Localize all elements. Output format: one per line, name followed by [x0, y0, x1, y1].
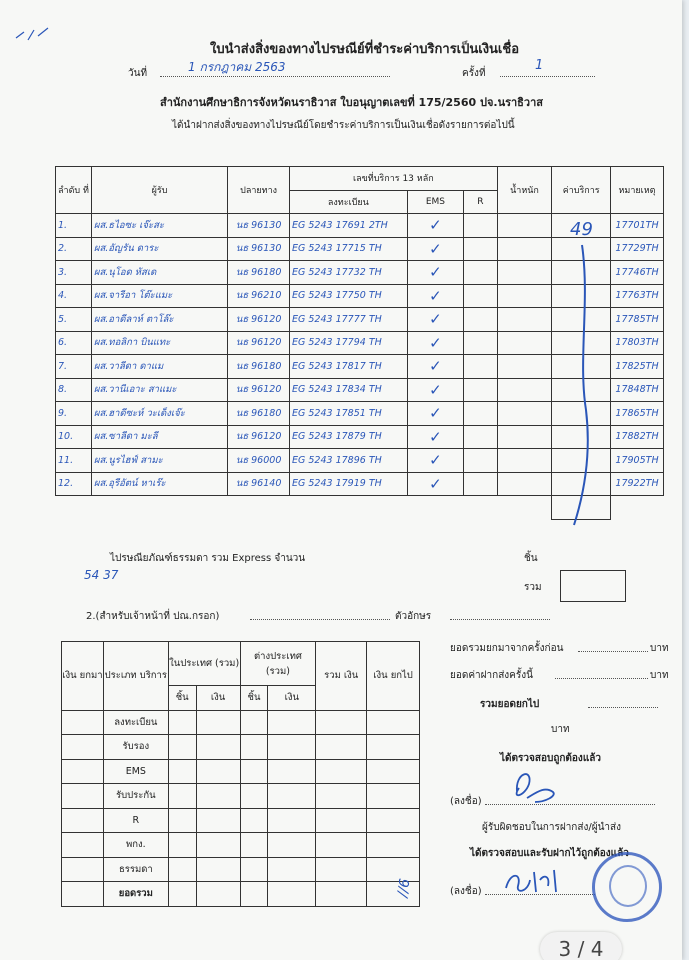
summary-cell — [168, 759, 196, 784]
row-note: 17825TH — [611, 355, 664, 379]
row-r — [464, 425, 498, 449]
summary-cell — [268, 735, 316, 760]
page-indicator: 3 / 4 — [540, 932, 622, 960]
row-note: 17865TH — [611, 402, 664, 426]
row-ems-check: ✓ — [407, 402, 463, 426]
row-r — [464, 378, 498, 402]
header-fee: ค่าบริการ — [552, 167, 611, 214]
summary-table — [61, 641, 420, 907]
summary-cell — [62, 759, 104, 784]
row-note: 17882TH — [611, 425, 664, 449]
summary-cell — [168, 808, 196, 833]
round-value: 1 — [535, 58, 544, 73]
header-service-no: เลขที่บริการ 13 หลัก — [290, 167, 498, 191]
summary-cell — [240, 857, 268, 882]
row-destination: นธ 96130 — [228, 237, 290, 261]
summary-row — [62, 808, 420, 833]
summary-cell — [196, 784, 240, 809]
carried-in-label: ยอดรวมยกมาจากครั้งก่อน — [450, 643, 564, 654]
officer-letters: ตัวอักษร — [395, 611, 432, 622]
summary-scribble: //6 — [394, 877, 414, 899]
row-note: 17785TH — [611, 308, 664, 332]
summary-cell — [168, 784, 196, 809]
row-note: 17729TH — [611, 237, 664, 261]
row-service-code: EG 5243 17732 TH — [290, 261, 408, 285]
row-weight — [497, 472, 552, 496]
fee-total-handwritten: 49 — [570, 219, 593, 240]
header-registered: ลงทะเบียน — [290, 190, 408, 214]
row-recipient: ผส.จารีอา โต๊ะแมะ — [91, 284, 227, 308]
row-no: 9. — [56, 402, 92, 426]
baht-2: บาท — [650, 670, 669, 681]
row-destination: นธ 96120 — [228, 331, 290, 355]
summary-cell — [268, 759, 316, 784]
row-r — [464, 284, 498, 308]
summary-service-label: รับรอง — [103, 735, 168, 760]
row-recipient: ผส.อุรีอัตน์ หาเร๊ะ — [91, 472, 227, 496]
summary-cell — [268, 857, 316, 882]
row-no: 11. — [56, 449, 92, 473]
summary-cell — [240, 759, 268, 784]
summary-cell — [168, 882, 196, 907]
row-no: 7. — [56, 355, 92, 379]
row-r — [464, 472, 498, 496]
row-ems-check: ✓ — [407, 284, 463, 308]
sum-h-money-1: เงิน — [196, 686, 240, 711]
row-weight — [497, 402, 552, 426]
row-ems-check: ✓ — [407, 308, 463, 332]
summary-cell — [62, 710, 104, 735]
summary-row — [62, 735, 420, 760]
sum-h-pieces-2: ชิ้น — [240, 686, 268, 711]
signed-label-2: (ลงชื่อ) — [450, 886, 482, 897]
fee-brace-mark — [560, 240, 600, 530]
row-destination: นธ 96120 — [228, 378, 290, 402]
summary-cell — [367, 808, 420, 833]
row-note: 17922TH — [611, 472, 664, 496]
row-destination: นธ 96120 — [228, 425, 290, 449]
row-destination: นธ 96180 — [228, 402, 290, 426]
round-label: ครั้งที่ — [462, 68, 486, 79]
summary-row — [62, 710, 420, 735]
summary-cell — [268, 710, 316, 735]
row-recipient: ผส.วาลีดา ดาแม — [91, 355, 227, 379]
row-r — [464, 355, 498, 379]
summary-cell — [62, 808, 104, 833]
summary-cell — [316, 735, 367, 760]
header-destination: ปลายทาง — [228, 167, 290, 214]
sum-h-pieces-1: ชิ้น — [168, 686, 196, 711]
row-ems-check: ✓ — [407, 261, 463, 285]
date-value: 1 กรกฎาคม 2563 — [188, 60, 286, 74]
row-no: 8. — [56, 378, 92, 402]
summary-cell — [240, 710, 268, 735]
summary-cell — [240, 735, 268, 760]
summary-service-label: ยอดรวม — [103, 882, 168, 907]
row-recipient: ผส.ทอลิกา บินแทะ — [91, 331, 227, 355]
sum-h-domestic: ในประเทศ (รวม) — [168, 642, 240, 686]
summary-cell — [316, 857, 367, 882]
row-destination: นธ 96210 — [228, 284, 290, 308]
row-recipient: ผส.อัญรัน ดาระ — [91, 237, 227, 261]
baht-3: บาท — [551, 724, 570, 735]
carried-out-label: รวมยอดยกไป — [480, 699, 540, 710]
summary-cell — [62, 833, 104, 858]
row-ems-check: ✓ — [407, 449, 463, 473]
row-recipient: ผส.นูรไฮฟ์ สามะ — [91, 449, 227, 473]
summary-cell — [240, 808, 268, 833]
header-note: หมายเหตุ — [611, 167, 664, 214]
summary-cell — [240, 882, 268, 907]
summary-service-label: EMS — [103, 759, 168, 784]
row-weight — [497, 214, 552, 238]
row-recipient: ผส.ฮาดีซะห์ วะเด็งเจ๊ะ — [91, 402, 227, 426]
header-weight: น้ำหนัก — [497, 167, 552, 214]
header-r: R — [464, 190, 498, 214]
summary-cell — [268, 882, 316, 907]
ordinary-line: ไปรษณียภัณฑ์ธรรมดา รวม Express จำนวน — [110, 553, 306, 564]
row-recipient: ผส.นุโอด หัสเด — [91, 261, 227, 285]
intro-line: ได้นำฝากส่งสิ่งของทางไปรษณีย์โดยชำระค่าบริการเป็นเงินเชื่อดังรายการต่อไปนี้ — [172, 120, 515, 131]
summary-row — [62, 759, 420, 784]
row-destination: นธ 96180 — [228, 355, 290, 379]
responsible-label: ผู้รับผิดชอบในการฝากส่ง/ผู้นำส่ง — [482, 822, 622, 833]
row-weight — [497, 284, 552, 308]
signed-label-1: (ลงชื่อ) — [450, 796, 482, 807]
summary-cell — [268, 808, 316, 833]
summary-cell — [168, 857, 196, 882]
sum-h-money-in: เงิน ยกมา — [62, 642, 104, 711]
summary-cell — [62, 882, 104, 907]
row-service-code: EG 5243 17919 TH — [290, 472, 408, 496]
summary-row — [62, 784, 420, 809]
total-label: รวม — [524, 582, 542, 593]
handwritten-count: 54 37 — [84, 568, 119, 582]
row-service-code: EG 5243 17851 TH — [290, 402, 408, 426]
row-recipient: ผส.อาดีลาห์ ตาโล๊ะ — [91, 308, 227, 332]
summary-service-label: ธรรมดา — [103, 857, 168, 882]
row-destination: นธ 96130 — [228, 214, 290, 238]
row-weight — [497, 425, 552, 449]
total-box — [560, 570, 626, 602]
summary-cell — [367, 735, 420, 760]
row-ems-check: ✓ — [407, 472, 463, 496]
sum-h-service-type: ประเภท บริการ — [103, 642, 168, 711]
row-r — [464, 331, 498, 355]
row-note: 17701TH — [611, 214, 664, 238]
row-weight — [497, 237, 552, 261]
summary-cell — [240, 833, 268, 858]
checked-correct-label: ได้ตรวจสอบถูกต้องแล้ว — [500, 753, 602, 764]
summary-cell — [367, 759, 420, 784]
row-no: 3. — [56, 261, 92, 285]
row-service-code: EG 5243 17834 TH — [290, 378, 408, 402]
sum-h-sum-money: รวม เงิน — [316, 642, 367, 711]
summary-cell — [316, 784, 367, 809]
row-service-code: EG 5243 17879 TH — [290, 425, 408, 449]
summary-cell — [168, 735, 196, 760]
row-service-code: EG 5243 17715 TH — [290, 237, 408, 261]
row-r — [464, 402, 498, 426]
signature-2 — [500, 858, 570, 903]
summary-cell — [196, 710, 240, 735]
row-ems-check: ✓ — [407, 237, 463, 261]
summary-cell — [367, 784, 420, 809]
row-destination: นธ 96140 — [228, 472, 290, 496]
row-weight — [497, 378, 552, 402]
row-destination: นธ 96180 — [228, 261, 290, 285]
summary-service-label: ลงทะเบียน — [103, 710, 168, 735]
row-r — [464, 237, 498, 261]
row-r — [464, 214, 498, 238]
row-destination: นธ 96120 — [228, 308, 290, 332]
row-ems-check: ✓ — [407, 331, 463, 355]
summary-cell — [316, 710, 367, 735]
summary-cell — [62, 735, 104, 760]
row-weight — [497, 261, 552, 285]
pieces-label: ชิ้น — [524, 553, 538, 564]
office-line: สำนักงานศึกษาธิการจังหวัดนราธิวาส ใบอนุญาตเลขที่ 175/2560 ปจ.นราธิวาส — [160, 96, 543, 109]
row-weight — [497, 308, 552, 332]
row-no: 5. — [56, 308, 92, 332]
summary-service-label: รับประกัน — [103, 784, 168, 809]
post-office-stamp — [592, 852, 662, 922]
summary-row — [62, 833, 420, 858]
summary-cell — [367, 857, 420, 882]
row-no: 10. — [56, 425, 92, 449]
row-recipient: ผส.ซาลีดา มะลี — [91, 425, 227, 449]
pen-marks — [14, 20, 54, 50]
row-note: 17905TH — [611, 449, 664, 473]
row-recipient: ผส.วานีเอาะ สาแมะ — [91, 378, 227, 402]
row-weight — [497, 449, 552, 473]
summary-cell — [196, 857, 240, 882]
row-service-code: EG 5243 17896 TH — [290, 449, 408, 473]
row-ems-check: ✓ — [407, 378, 463, 402]
row-note: 17763TH — [611, 284, 664, 308]
row-service-code: EG 5243 17750 TH — [290, 284, 408, 308]
row-weight — [497, 331, 552, 355]
summary-row — [62, 857, 420, 882]
sum-h-money-out: เงิน ยกไป — [367, 642, 420, 711]
row-destination: นธ 96000 — [228, 449, 290, 473]
summary-cell — [316, 882, 367, 907]
summary-cell — [268, 784, 316, 809]
this-round-label: ยอดค่าฝากส่งครั้งนี้ — [450, 670, 533, 681]
row-note: 17848TH — [611, 378, 664, 402]
header-no: ลำดับ ที่ — [56, 167, 92, 214]
row-no: 1. — [56, 214, 92, 238]
date-label: วันที่ — [128, 68, 148, 79]
row-r — [464, 308, 498, 332]
summary-cell — [367, 833, 420, 858]
row-no: 12. — [56, 472, 92, 496]
header-recipient: ผู้รับ — [91, 167, 227, 214]
row-service-code: EG 5243 17794 TH — [290, 331, 408, 355]
summary-service-label: พกง. — [103, 833, 168, 858]
summary-cell — [240, 784, 268, 809]
row-recipient: ผส.ธไอซะ เจ๊ะสะ — [91, 214, 227, 238]
baht-1: บาท — [650, 643, 669, 654]
header-ems: EMS — [407, 190, 463, 214]
document-title: ใบนำส่งสิ่งของทางไปรษณีย์ที่ชำระค่าบริการเป็นเงินเชื่อ — [210, 42, 520, 57]
row-service-code: EG 5243 17691 2TH — [290, 214, 408, 238]
summary-cell — [316, 808, 367, 833]
summary-cell — [196, 808, 240, 833]
row-service-code: EG 5243 17817 TH — [290, 355, 408, 379]
summary-cell — [316, 833, 367, 858]
row-ems-check: ✓ — [407, 214, 463, 238]
summary-row — [62, 882, 420, 907]
officer-line: 2.(สำหรับเจ้าหน้าที่ ปณ.กรอก) — [86, 611, 220, 622]
summary-service-label: R — [103, 808, 168, 833]
row-no: 2. — [56, 237, 92, 261]
summary-cell — [196, 882, 240, 907]
row-weight — [497, 355, 552, 379]
row-r — [464, 261, 498, 285]
sum-h-money-2: เงิน — [268, 686, 316, 711]
summary-cell — [62, 784, 104, 809]
row-ems-check: ✓ — [407, 355, 463, 379]
row-note: 17803TH — [611, 331, 664, 355]
summary-cell — [168, 710, 196, 735]
summary-cell — [268, 833, 316, 858]
summary-cell — [316, 759, 367, 784]
row-no: 4. — [56, 284, 92, 308]
checked-received-label: ได้ตรวจสอบและรับฝากไว้ถูกต้องแล้ว — [470, 848, 629, 859]
sum-h-international: ต่างประเทศ (รวม) — [240, 642, 316, 686]
row-ems-check: ✓ — [407, 425, 463, 449]
row-note: 17746TH — [611, 261, 664, 285]
row-no: 6. — [56, 331, 92, 355]
row-service-code: EG 5243 17777 TH — [290, 308, 408, 332]
summary-cell — [367, 710, 420, 735]
summary-cell — [196, 833, 240, 858]
row-r — [464, 449, 498, 473]
summary-cell — [196, 735, 240, 760]
summary-cell — [168, 833, 196, 858]
summary-cell — [62, 857, 104, 882]
summary-cell — [196, 759, 240, 784]
